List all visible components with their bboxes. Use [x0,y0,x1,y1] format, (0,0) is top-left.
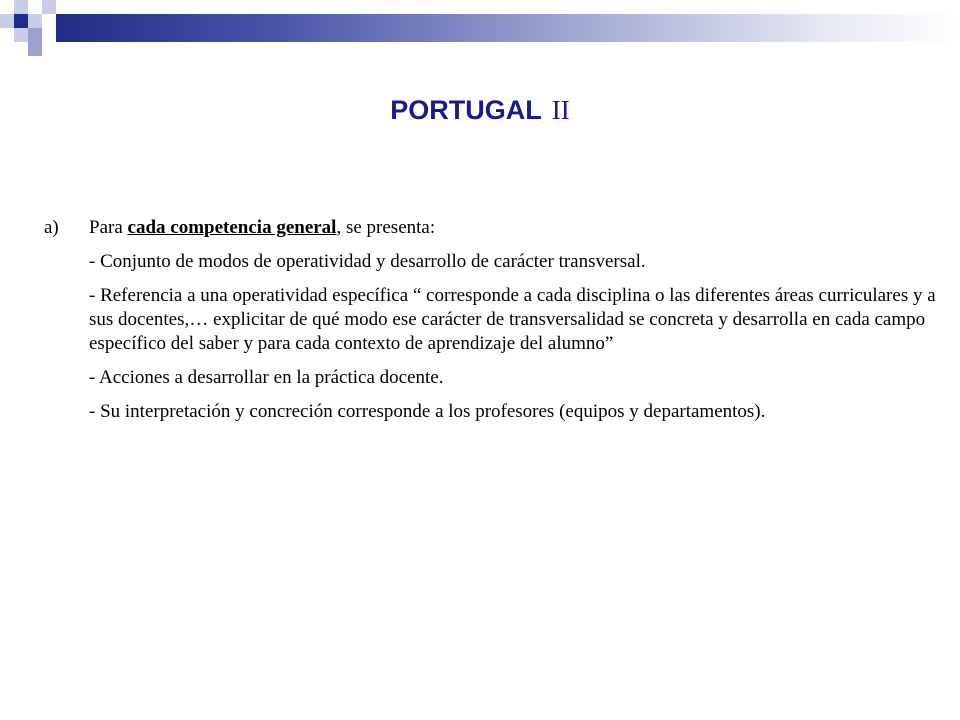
sub-item: - Referencia a una operatividad específica “ corresponde a cada disciplina o las diferentes áreas curriculares y a sus docentes,… explicitar de qué modo ese carácter de transversalidad se concreta y desarrolla en cada campo específico del saber y para cada contexto de aprendizaje del alumno” [89,285,936,354]
title-roman-numeral: II [551,95,570,125]
title-main: PORTUGAL [390,95,542,125]
deco-square [14,0,28,14]
sub-item: - Su interpretación y concreción corresponde a los profesores (equipos y departamentos). [89,401,766,422]
deco-square [14,28,28,42]
sub-item: - Acciones a desarrollar en la práctica docente. [89,367,444,388]
intro-text-before: Para [89,217,128,238]
header-decoration [0,0,960,60]
deco-square [0,0,14,14]
deco-square [28,14,42,28]
intro-text-after: , se presenta: [336,217,436,238]
deco-square [28,28,42,42]
deco-square [28,42,42,56]
sub-item: - Conjunto de modos de operatividad y desarrollo de carácter transversal. [89,251,646,272]
list-marker: a) [44,217,59,238]
intro-emphasis: cada competencia general [127,217,337,238]
list-item-a [44,216,958,240]
deco-square [0,14,14,28]
list-intro [89,216,435,240]
deco-square [42,0,56,14]
deco-square [14,14,28,28]
slide-title [0,95,960,126]
gradient-bar [56,14,960,42]
slide-body [44,216,958,424]
